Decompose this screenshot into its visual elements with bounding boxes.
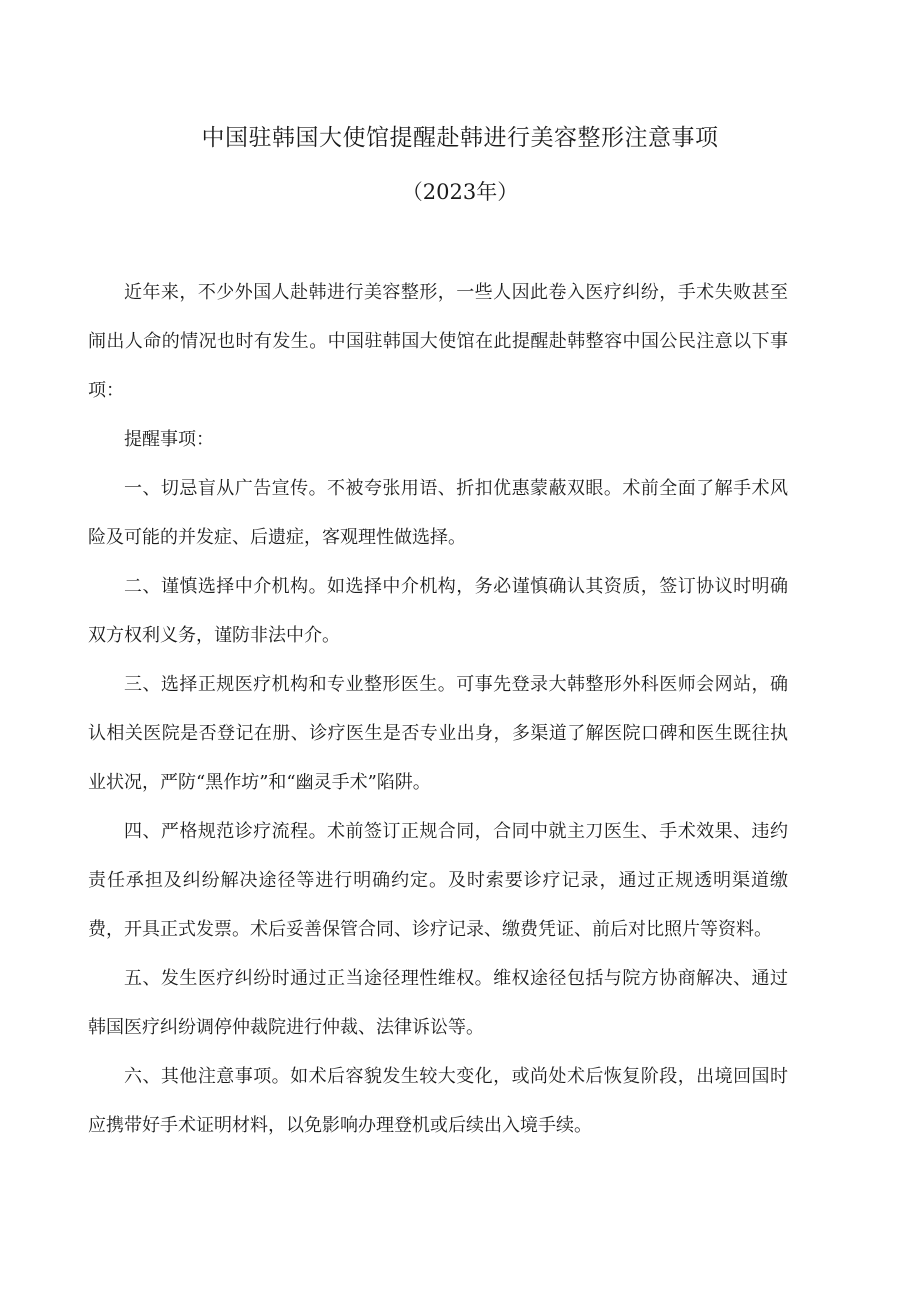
paragraph-item-6: 六、其他注意事项。如术后容貌发生较大变化，或尚处术后恢复阶段，出境回国时应携带好手术证明材料，以免影响办理登机或后续出入境手续。 [88,1066,788,1136]
document-subtitle: （2023年） [401,180,519,204]
paragraph-item-5: 五、发生医疗纠纷时通过正当途径理性维权。维权途径包括与院方协商解决、通过韩国医疗纠纷调停仲裁院进行仲裁、法律诉讼等。 [88,968,788,1038]
document-title: 中国驻韩国大使馆提醒赴韩进行美容整形注意事项 [201,125,719,151]
paragraph-item-4: 四、严格规范诊疗流程。术前签订正规合同，合同中就主刀医生、手术效果、违约责任承担及纠纷解决途径等进行明确约定。及时索要诊疗记录，通过正规透明渠道缴费，开具正式发票。术后妥善保管合同、诊疗记录、缴费凭证、前后对比照片等资料。 [88,821,788,940]
paragraph-reminder-heading: 提醒事项： [124,429,214,450]
paragraph-item-2: 二、谨慎选择中介机构。如选择中介机构，务必谨慎确认其资质，签订协议时明确双方权利义务，谨防非法中介。 [88,576,788,646]
document-body [88,268,788,1150]
paragraph-item-1: 一、切忌盲从广告宣传。不被夸张用语、折扣优惠蒙蔽双眼。术前全面了解手术风险及可能的并发症、后遗症，客观理性做选择。 [88,478,788,548]
paragraph-item-3: 三、选择正规医疗机构和专业整形医生。可事先登录大韩整形外科医师会网站，确认相关医院是否登记在册、诊疗医生是否专业出身，多渠道了解医院口碑和医生既往执业状况，严防“黑作坊”和“幽灵手术”陷阱。 [88,674,788,793]
paragraph-intro: 近年来，不少外国人赴韩进行美容整形，一些人因此卷入医疗纠纷，手术失败甚至闹出人命的情况也时有发生。中国驻韩国大使馆在此提醒赴韩整容中国公民注意以下事项： [88,282,788,401]
